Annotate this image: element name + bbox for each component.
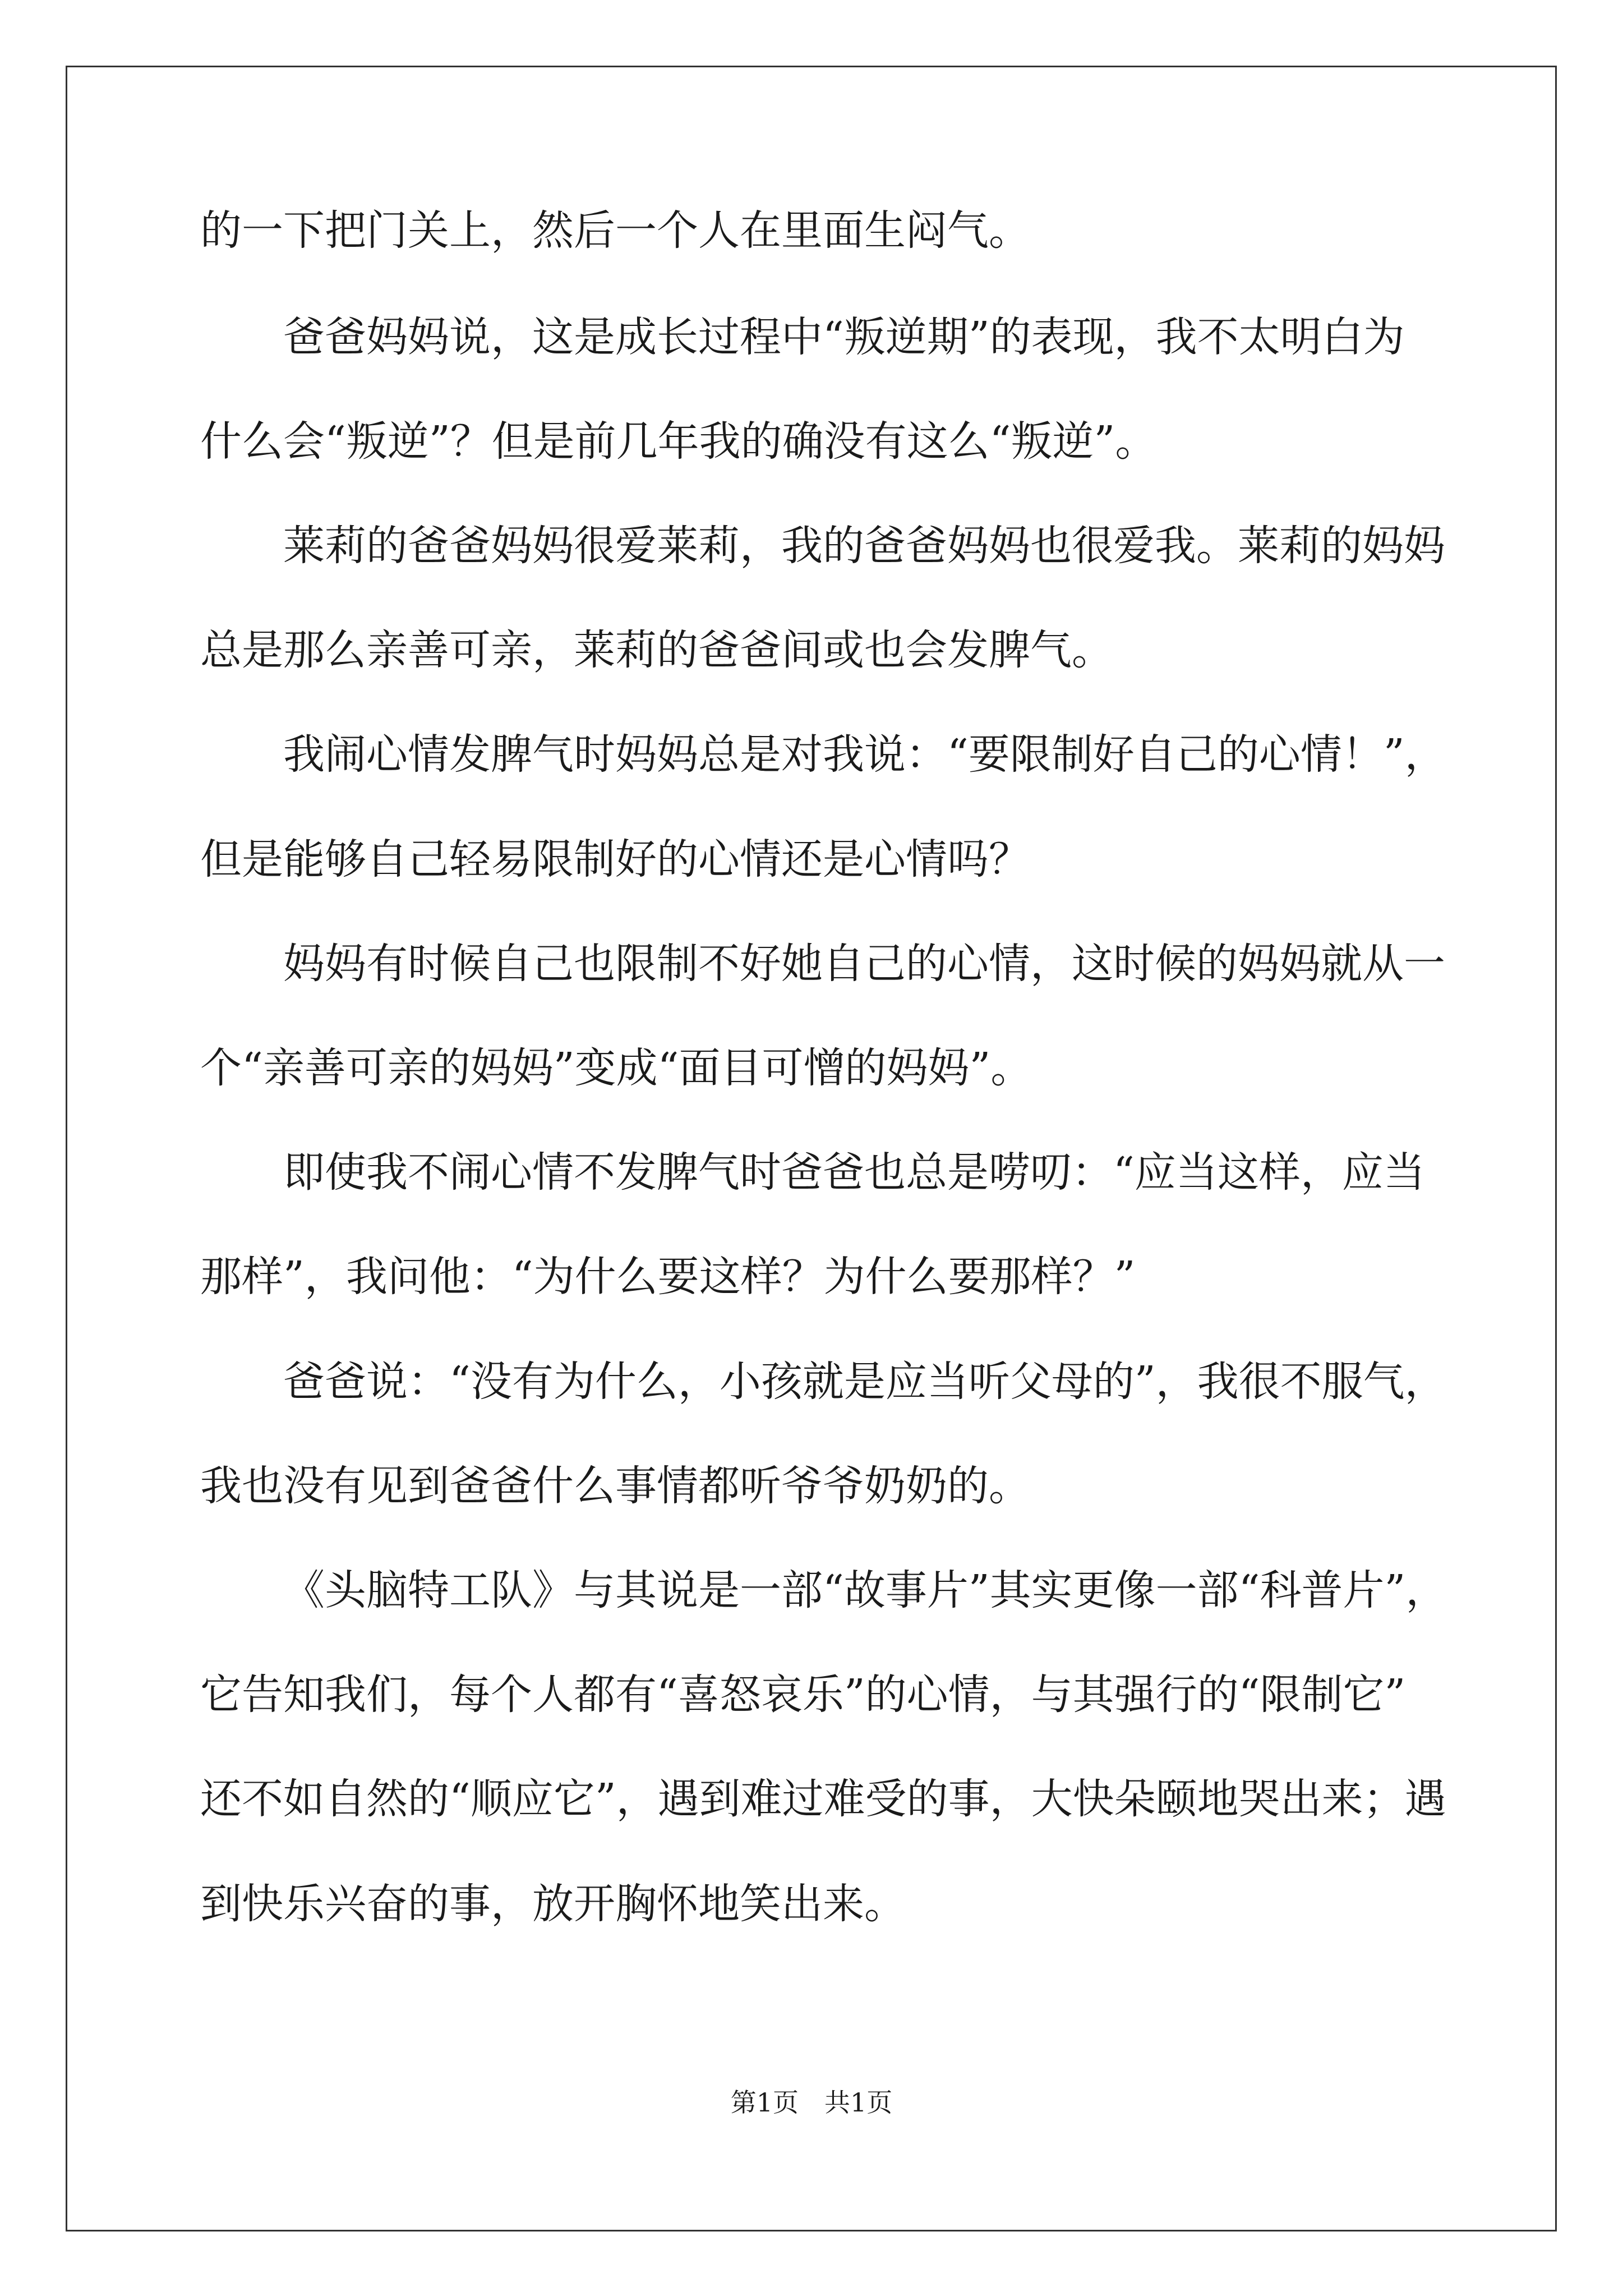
text-line: 但是能够自己轻易限制好的心情还是心情吗？ xyxy=(200,835,1030,884)
text-line: 爸爸妈妈说，这是成长过程中“叛逆期”的表现，我不太明白为 xyxy=(283,313,1405,361)
text-line: 它告知我们，每个人都有“喜怒哀乐”的心情，与其强行的“限制它” xyxy=(200,1671,1406,1719)
page-number-footer: 第1页 共1页 xyxy=(730,2087,893,2118)
text-line: 的一下把门关上，然后一个人在里面生闷气。 xyxy=(200,206,1030,255)
text-line: 我闹心情发脾气时妈妈总是对我说：“要限制好自己的心情！”， xyxy=(283,730,1446,779)
text-line: 妈妈有时候自己也限制不好她自己的心情，这时候的妈妈就从一 xyxy=(283,940,1445,988)
text-line: 莱莉的爸爸妈妈很爱莱莉，我的爸爸妈妈也很爱我。莱莉的妈妈 xyxy=(283,522,1445,570)
text-line: 那样”，我问他：“为什么要这样？为什么要那样？” xyxy=(200,1253,1136,1301)
text-line: 爸爸说：“没有为什么，小孩就是应当听父母的”，我很不服气， xyxy=(283,1358,1446,1406)
text-line: 还不如自然的“顺应它”，遇到难过难受的事，大快朵颐地哭出来；遇 xyxy=(200,1775,1446,1823)
text-line: 即使我不闹心情不发脾气时爸爸也总是唠叨：“应当这样，应当 xyxy=(283,1148,1425,1197)
text-line: 《头脑特工队》与其说是一部“故事片”其实更像一部“科普片”， xyxy=(283,1566,1447,1614)
text-line: 我也没有见到爸爸什么事情都听爷爷奶奶的。 xyxy=(200,1462,1030,1510)
text-line: 什么会“叛逆”？但是前几年我的确没有这么“叛逆”。 xyxy=(200,417,1157,466)
text-line: 个“亲善可亲的妈妈”变成“面目可憎的妈妈”。 xyxy=(200,1044,1032,1092)
text-line: 到快乐兴奋的事，放开胸怀地笑出来。 xyxy=(200,1880,906,1928)
text-line: 总是那么亲善可亲，莱莉的爸爸间或也会发脾气。 xyxy=(200,626,1113,674)
